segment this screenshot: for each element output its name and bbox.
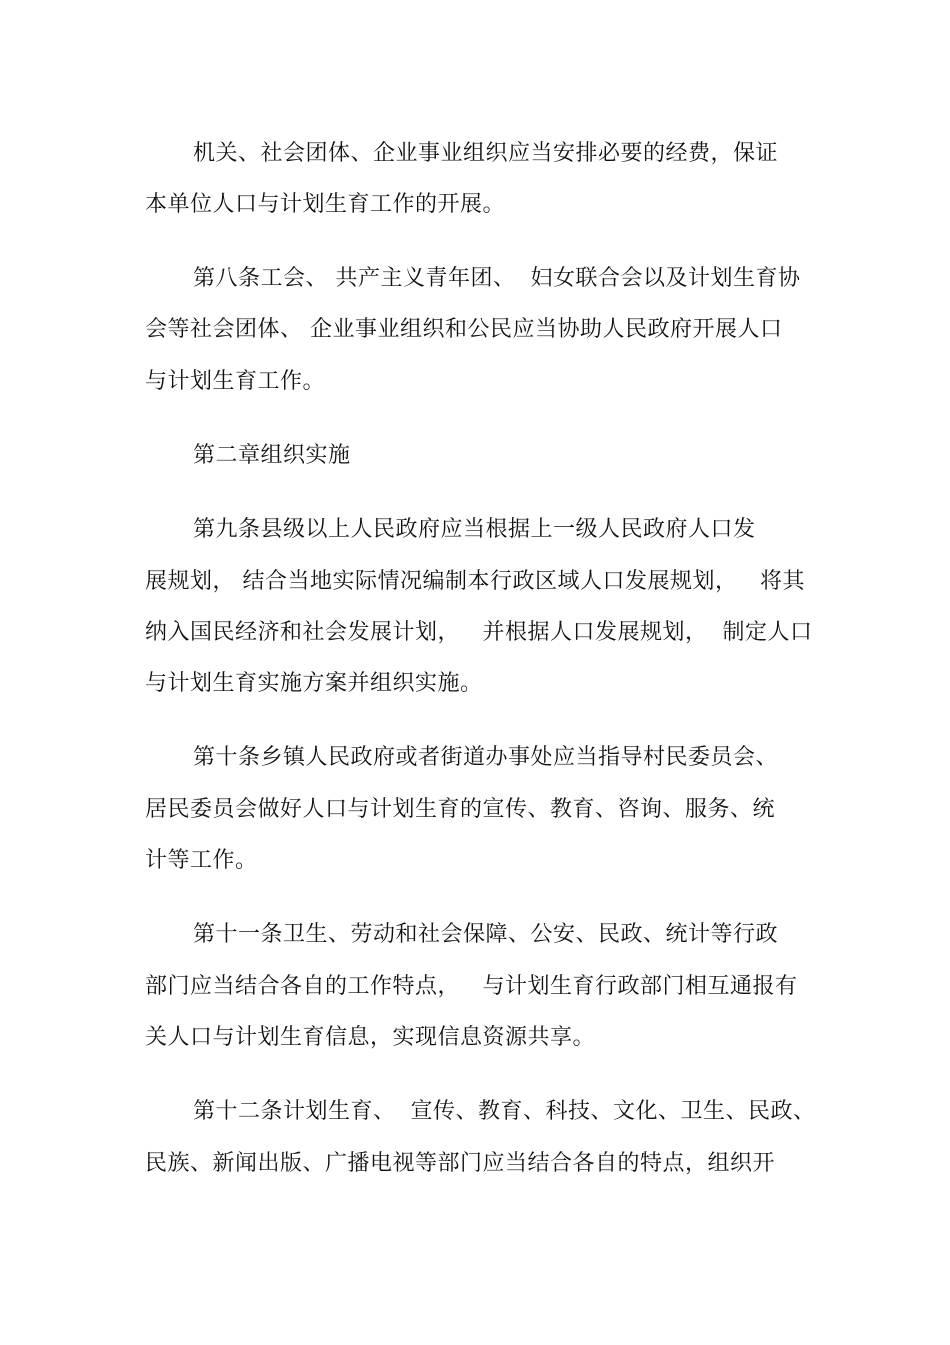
text-line: 关人口与计划生育信息，实现信息资源共享。 [145,1025,596,1050]
text-line: 会等社会团体、 企业事业组织和公民应当协助人民政府开展人口 [145,317,783,342]
text-line: 第十一条卫生、劳动和社会保障、公安、民政、统计等行政 [193,922,779,947]
text-line: 本单位人口与计划生育工作的开展。 [145,192,506,217]
text-line: 机关、社会团体、企业事业组织应当安排必要的经费，保证 [193,141,779,166]
text-line: 第十条乡镇人民政府或者街道办事处应当指导村民委员会、 [193,745,779,770]
text-line: 与计划生育实施方案并组织实施。 [145,671,483,696]
chapter-heading: 第二章组织实施 [193,443,351,468]
text-line: 纳入国民经济和社会发展计划， 并根据人口发展规划， 制定人口 [145,620,813,645]
text-line: 民族、新闻出版、广播电视等部门应当结合各自的特点，组织开 [145,1151,776,1176]
text-line: 部门应当结合各自的工作特点， 与计划生育行政部门相互通报有 [145,974,798,999]
text-line: 与计划生育工作。 [145,369,326,394]
text-line: 计等工作。 [145,848,258,873]
text-line: 第八条工会、 共产主义青年团、 妇女联合会以及计划生育协 [193,266,801,291]
text-line: 第九条县级以上人民政府应当根据上一级人民政府人口发 [193,517,756,542]
text-line: 展规划， 结合当地实际情况编制本行政区域人口发展规划， 将其 [145,569,805,594]
text-line: 第十二条计划生育、 宣传、教育、科技、文化、卫生、民政、 [193,1099,816,1124]
text-line: 居民委员会做好人口与计划生育的宣传、教育、咨询、服务、统 [145,797,776,822]
